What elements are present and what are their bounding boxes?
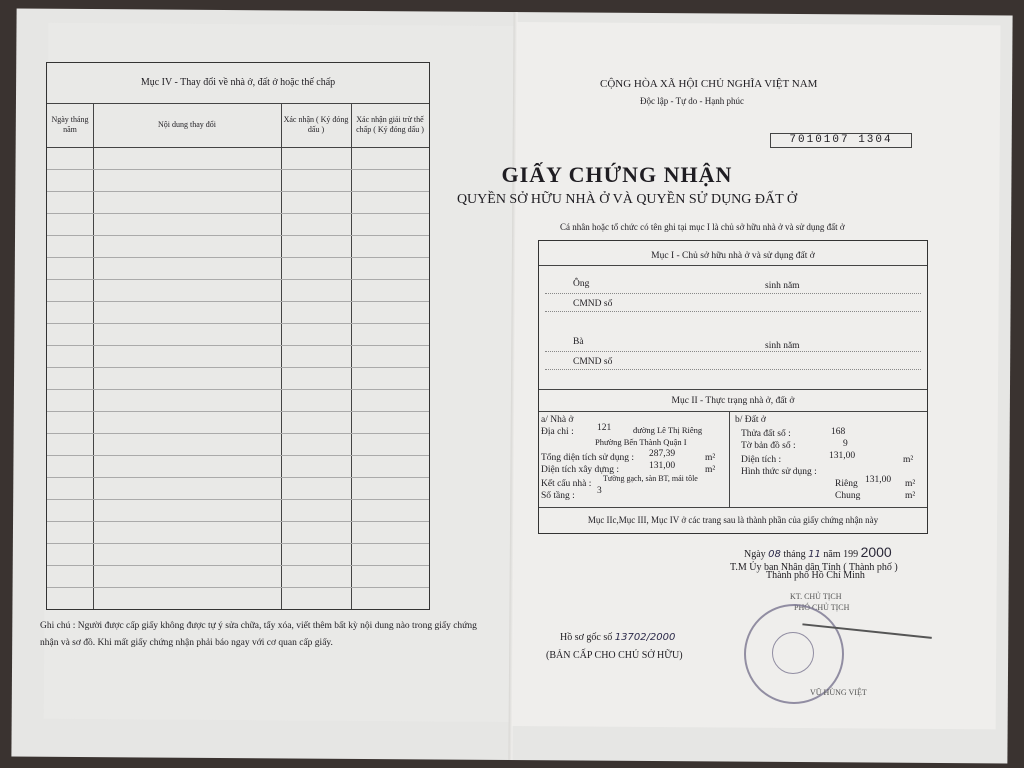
intro-text: Cá nhân hoặc tổ chức có tên ghi tại mục I là chủ sở hữu nhà ở và sử dụng đất ở: [560, 222, 845, 232]
dotted-line: [545, 369, 921, 370]
issue-date: [744, 544, 892, 560]
note-text: Ghi chú : Người được cấp giấy không được tự ý sửa chữa, tẩy xóa, viết thêm bất kỳ nội dung nào trong giấy chứng nhận và sơ đồ. Khi mất giấy chứng nhận phải báo ngay với cơ quan cấp giấy.: [40, 621, 477, 648]
date-ngay: Ngày: [744, 549, 766, 560]
city: Thành phố Hồ Chí Minh: [766, 570, 865, 581]
ruled-line: [47, 543, 429, 544]
total-area: 287,39: [649, 449, 676, 459]
col-content-header: Nội dung thay đổi: [93, 103, 281, 148]
ruled-line: [47, 587, 429, 588]
date-year: 2000: [860, 544, 892, 560]
date-nam: năm 199: [823, 549, 859, 560]
land-label: b/ Đất ở: [735, 415, 766, 425]
ruled-line: [47, 301, 429, 302]
ruled-line: [47, 477, 429, 478]
serial-number: 7010107 1304: [770, 133, 912, 148]
built-area: 131,00: [649, 461, 676, 471]
ruled-line: [47, 565, 429, 566]
signer-title-1: KT. CHỦ TỊCH: [790, 592, 842, 601]
national-title: CỘNG HÒA XÃ HỘI CHỦ NGHĨA VIỆT NAM: [600, 78, 818, 90]
changes-table-title: Mục IV - Thay đổi về nhà ở, đất ở hoặc thế chấp: [47, 63, 429, 104]
ong-birth-label: sinh năm: [765, 281, 800, 291]
ruled-line: [47, 345, 429, 346]
shared-label: Chung: [835, 491, 861, 501]
total-area-unit: m²: [705, 453, 716, 463]
section-divider: [539, 411, 927, 412]
file-number-value: 13702/2000: [614, 632, 676, 643]
ruled-line: [47, 213, 429, 214]
section-divider: [539, 507, 927, 508]
floors: 3: [597, 486, 602, 496]
map-sheet-number: 9: [843, 439, 848, 449]
certificate-title: GIẤY CHỨNG NHẬN: [501, 162, 733, 187]
file-number: [560, 632, 675, 643]
ward: Phường Bến Thành Quận I: [595, 437, 687, 447]
motto: Độc lập - Tự do - Hạnh phúc: [640, 96, 744, 106]
ruled-line: [47, 521, 429, 522]
floors-label: Số tầng :: [541, 491, 575, 501]
dotted-line: [545, 293, 921, 294]
signer-title-2: PHÓ CHỦ TỊCH: [794, 603, 850, 612]
date-day: 08: [768, 549, 781, 560]
ruled-line: [47, 235, 429, 236]
private-unit: m²: [905, 479, 916, 489]
section-divider: [539, 389, 927, 390]
map-sheet-label: Tờ bản đồ số :: [741, 441, 796, 451]
shared-unit: m²: [905, 491, 916, 501]
private-area: 131,00: [865, 475, 892, 485]
land-area-label: Diện tích :: [741, 455, 782, 465]
built-area-unit: m²: [705, 465, 716, 475]
structure-label: Kết cấu nhà :: [541, 479, 592, 489]
parcel-label: Thửa đất số :: [741, 429, 791, 439]
col-date-header: Ngày tháng năm: [47, 103, 93, 148]
signer-name: VŨ HÙNG VIỆT: [810, 688, 867, 697]
copy-label: (BẢN CẤP CHO CHỦ SỞ HỮU): [546, 650, 683, 661]
ruled-line: [47, 411, 429, 412]
ruled-line: [47, 257, 429, 258]
dotted-line: [545, 311, 921, 312]
file-number-label: Hồ sơ gốc số: [560, 632, 613, 643]
ruled-line: [47, 499, 429, 500]
ong-label: Ông: [573, 279, 590, 289]
built-area-label: Diện tích xây dựng :: [541, 465, 619, 475]
address-label: Địa chỉ :: [541, 427, 574, 437]
section-divider: [539, 265, 927, 266]
column-divider: [729, 411, 730, 507]
ba-birth-label: sinh năm: [765, 341, 800, 351]
owner-table: [538, 240, 928, 534]
changes-table: [46, 62, 430, 610]
certificate-subtitle: QUYỀN SỞ HỮU NHÀ Ở VÀ QUYỀN SỬ DỤNG ĐẤT Ở: [456, 192, 798, 207]
ba-label: Bà: [573, 337, 584, 347]
structure: Tường gạch, sàn BT, mái tôle: [603, 474, 698, 483]
ong-id-label: CMND số: [573, 299, 613, 309]
ruled-line: [47, 323, 429, 324]
col-release-header: Xác nhận giải trừ thế chấp ( Ký đóng dấu ): [351, 103, 429, 148]
street: đường Lê Thị Riêng: [633, 425, 703, 435]
ruled-line: [47, 279, 429, 280]
section1-title: Mục I - Chủ sở hữu nhà ở và sử dụng đất ở: [651, 251, 815, 261]
ruled-line: [47, 433, 429, 434]
house-number: 121: [597, 423, 612, 433]
ba-id-label: CMND số: [573, 357, 613, 367]
ruled-line: [47, 367, 429, 368]
land-area: 131,00: [829, 451, 856, 461]
land-area-unit: m²: [903, 455, 914, 465]
dotted-line: [545, 351, 921, 352]
authority: T.M Ủy ban Nhân dân Tỉnh ( Thành phố ): [730, 562, 898, 573]
total-area-label: Tổng diện tích sử dụng :: [541, 453, 635, 463]
date-thang: tháng: [783, 549, 806, 560]
ruled-line: [47, 389, 429, 390]
date-month: 11: [808, 549, 821, 560]
private-label: Riêng: [835, 479, 858, 489]
footer-note: Mục IIc,Mục III, Mục IV ở các trang sau là thành phần của giấy chứng nhận này: [587, 515, 879, 525]
section2-title: Mục II - Thực trạng nhà ở, đất ở: [671, 396, 795, 406]
house-label: a/ Nhà ở: [541, 415, 574, 425]
ruled-line: [47, 455, 429, 456]
parcel-number: 168: [831, 427, 846, 437]
col-confirm-header: Xác nhận ( Ký đóng dấu ): [281, 103, 351, 148]
usage-form-label: Hình thức sử dụng :: [741, 467, 817, 477]
